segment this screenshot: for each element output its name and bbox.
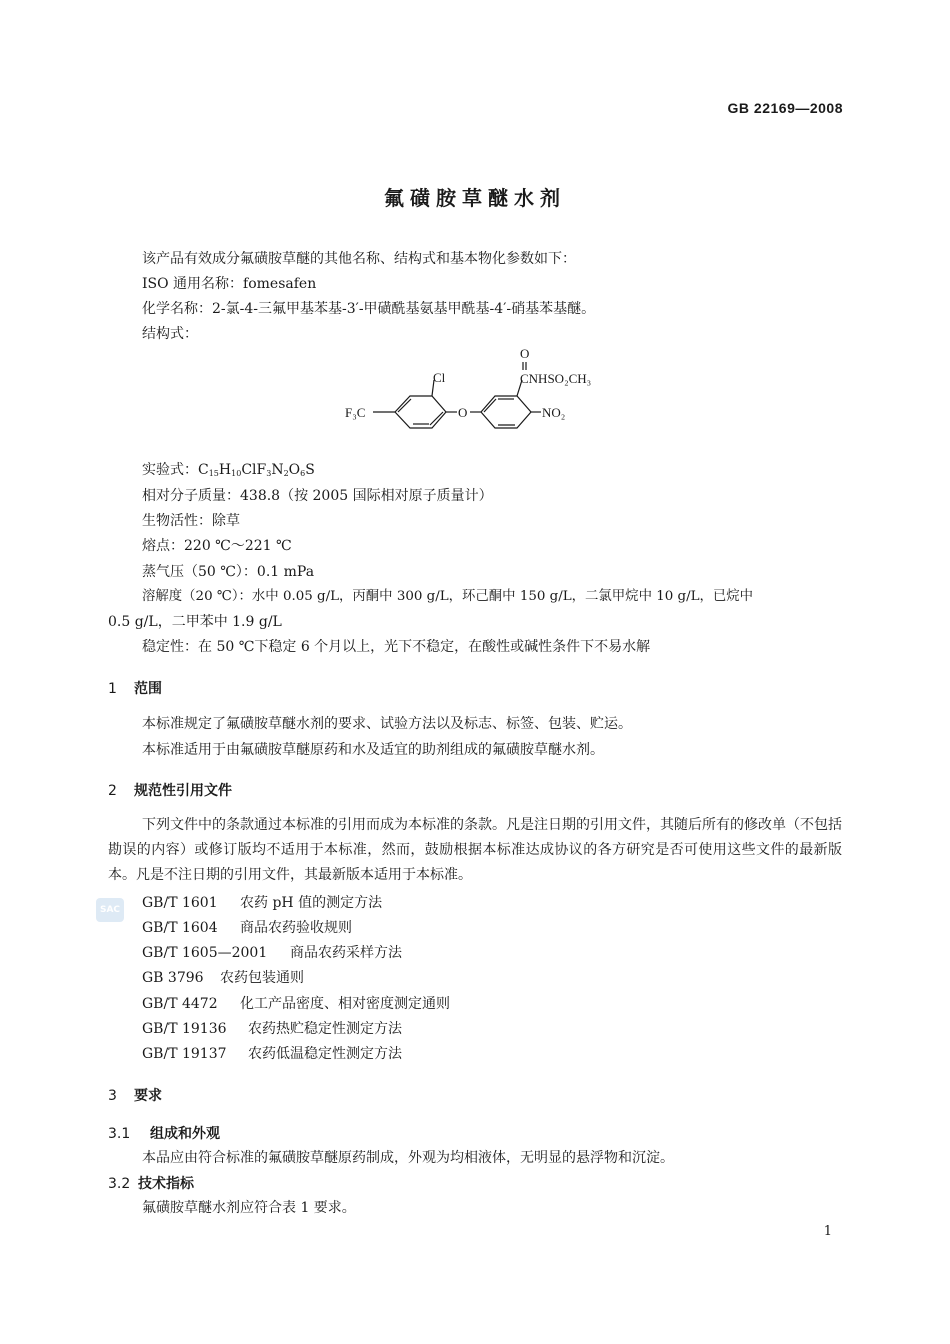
technical-indicators-text: 氟磺胺草醚水剂应符合表 1 要求。 bbox=[142, 1200, 356, 1216]
normative-references-paragraph: 下列文件中的条款通过本标准的引用而成为本标准的条款。凡是注日期的引用文件，其随后所有的修改单（不包括勘误的内容）或修订版均不适用于本标准，然而，鼓励根据本标准达成协议的各方研究是否可使用这些文件的最新版本。凡是不注日期的引用文件，其最新版本适用于本标准。 bbox=[108, 817, 842, 883]
stability: 稳定性：在 50 ℃下稳定 6 个月以上，光下不稳定，在酸性或碱性条件下不易水解 bbox=[142, 639, 651, 655]
left-benzene-ring bbox=[395, 396, 446, 428]
reference-item bbox=[142, 918, 352, 938]
subsection-3-1-heading bbox=[108, 1123, 220, 1143]
reference-code: GB 3796 bbox=[142, 970, 204, 986]
chemical-name: 化学名称：2-氯-4-三氟甲基苯基-3′-甲磺酰基氨基甲酰基-4′-硝基苯基醚。 bbox=[142, 301, 596, 317]
empirical-formula: 实验式：$C_{15}H_{10}ClF_3N_2O_6S$ bbox=[142, 462, 315, 478]
scope-paragraph-2: 本标准适用于由氟磺胺草醚原药和水及适宜的助剂组成的氟磺胺草醚水剂。 bbox=[142, 742, 604, 758]
section-1-heading bbox=[108, 678, 162, 698]
reference-code: GB/T 1604 bbox=[142, 920, 218, 936]
reference-item bbox=[142, 893, 382, 913]
section-3-heading bbox=[108, 1085, 162, 1105]
subsection-number: 3.1 bbox=[108, 1126, 131, 1142]
section-2-heading bbox=[108, 780, 232, 800]
reference-name: 商品农药采样方法 bbox=[290, 945, 402, 961]
section-title: 规范性引用文件 bbox=[134, 783, 232, 799]
composition-appearance-text: 本品应由符合标准的氟磺胺草醚原药制成，外观为均相液体，无明显的悬浮物和沉淀。 bbox=[142, 1150, 674, 1166]
standard-number: GB 22169—2008 bbox=[727, 100, 843, 116]
section-title: 范围 bbox=[134, 681, 162, 697]
iso-common-name: ISO 通用名称：fomesafen bbox=[142, 276, 317, 292]
reference-item bbox=[142, 943, 402, 963]
document-title: 氟磺胺草醚水剂 bbox=[384, 186, 566, 210]
biological-activity: 生物活性：除草 bbox=[142, 513, 240, 529]
right-benzene-ring bbox=[481, 396, 531, 428]
section-number: 2 bbox=[108, 783, 117, 799]
reference-item bbox=[142, 994, 450, 1014]
solubility-line-1: 溶解度（20 ℃）：水中 0.05 g/L，丙酮中 300 g/L，环己酮中 150 g/L，二氯甲烷中 10 g/L，已烷中 bbox=[142, 589, 754, 604]
reference-item bbox=[142, 968, 304, 988]
reference-name: 化工产品密度、相对密度测定通则 bbox=[240, 996, 450, 1012]
reference-name: 农药热贮稳定性测定方法 bbox=[248, 1021, 402, 1037]
section-number: 3 bbox=[108, 1088, 117, 1104]
intro-line: 该产品有效成分氟磺胺草醚的其他名称、结构式和基本物化参数如下： bbox=[142, 251, 576, 267]
ether-oxygen-label: O bbox=[458, 405, 468, 420]
sulfonamide-chain-label: CNHSO₂CH₃ bbox=[520, 371, 592, 386]
molecular-mass: 相对分子质量：438.8（按 2005 国际相对原子质量计） bbox=[142, 488, 493, 504]
reference-name: 农药低温稳定性测定方法 bbox=[248, 1046, 402, 1062]
reference-code: GB/T 4472 bbox=[142, 996, 218, 1012]
structural-formula-diagram bbox=[330, 340, 630, 450]
solubility-line-2: 0.5 g/L，二甲苯中 1.9 g/L bbox=[108, 614, 282, 630]
subsection-title: 技术指标 bbox=[138, 1176, 194, 1192]
subsection-number: 3.2 bbox=[108, 1176, 131, 1192]
reference-name: 农药 pH 值的测定方法 bbox=[240, 895, 383, 911]
reference-code: GB/T 1601 bbox=[142, 895, 218, 911]
reference-code: GB/T 19137 bbox=[142, 1046, 227, 1062]
reference-item bbox=[142, 1019, 402, 1039]
vapor-pressure: 蒸气压（50 ℃）：0.1 mPa bbox=[142, 564, 315, 580]
sac-watermark-logo: SAC bbox=[96, 898, 124, 922]
scope-paragraph-1: 本标准规定了氟磺胺草醚水剂的要求、试验方法以及标志、标签、包装、贮运。 bbox=[142, 716, 632, 732]
carbonyl-oxygen-label: O bbox=[520, 346, 530, 361]
section-title: 要求 bbox=[134, 1088, 162, 1104]
structure-label: 结构式： bbox=[142, 326, 198, 342]
subsection-3-2-heading bbox=[108, 1173, 194, 1193]
reference-name: 农药包装通则 bbox=[220, 970, 304, 986]
reference-name: 商品农药验收规则 bbox=[240, 920, 352, 936]
melting-point: 熔点：220 ℃～221 ℃ bbox=[142, 538, 292, 554]
reference-code: GB/T 19136 bbox=[142, 1021, 227, 1037]
chlorine-label: Cl bbox=[433, 370, 446, 385]
section-number: 1 bbox=[108, 681, 117, 697]
page-number: 1 bbox=[823, 1224, 832, 1239]
reference-item bbox=[142, 1044, 402, 1064]
nitro-group-label: NO₂ bbox=[542, 405, 566, 420]
reference-code: GB/T 1605—2001 bbox=[142, 945, 268, 961]
subsection-title: 组成和外观 bbox=[150, 1126, 220, 1142]
trifluoromethyl-label: F₃C bbox=[345, 405, 366, 420]
